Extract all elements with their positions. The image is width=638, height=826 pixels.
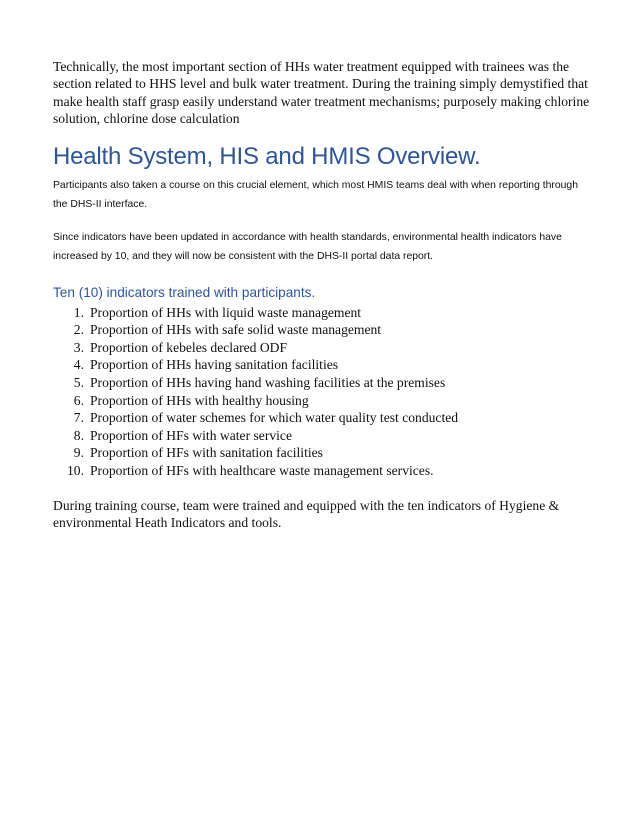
indicators-subheading: Ten (10) indicators trained with participants. <box>53 284 316 300</box>
list-item-text: Proportion of HHs with safe solid waste management <box>90 322 382 338</box>
section-heading: Health System, HIS and HMIS Overview. <box>53 142 481 170</box>
list-item-number: 9. <box>73 445 84 461</box>
list-item <box>53 427 593 445</box>
list-item-text: Proportion of HFs with sanitation facilities <box>90 445 323 461</box>
list-item-text: Proportion of kebeles declared ODF <box>90 339 288 355</box>
list-item <box>53 462 593 480</box>
document-page <box>53 58 593 531</box>
list-item <box>53 374 593 392</box>
list-item <box>53 339 593 357</box>
list-item <box>53 321 593 339</box>
list-item-number: 1. <box>73 304 84 320</box>
list-item-number: 5. <box>73 375 84 390</box>
list-item-number: 4. <box>73 357 84 373</box>
list-item-number: 10. <box>67 462 84 478</box>
list-item-text: Proportion of HFs with water service <box>90 427 292 443</box>
list-item <box>53 444 593 462</box>
closing-paragraph: During training course, team were trained and equipped with the ten indicators of Hygiene & environmental Heath Indicators and tools. <box>53 497 560 530</box>
section-paragraph-1: Participants also taken a course on this crucial element, which most HMIS teams deal with when reporting through the DHS-II interface. <box>53 179 578 210</box>
list-item <box>53 356 593 374</box>
list-item-text: Proportion of HFs with healthcare waste management services. <box>90 462 434 478</box>
list-item-text: Proportion of HHs having sanitation facilities <box>90 357 339 373</box>
list-item-text: Proportion of HHs with liquid waste management <box>90 304 362 320</box>
list-item-number: 7. <box>73 410 84 426</box>
section-paragraph-2: Since indicators have been updated in accordance with health standards, environmental health indicators have increased by 10, and they will now be consistent with the DHS-II portal data report. <box>53 231 562 262</box>
list-item <box>53 409 593 427</box>
list-item-text: Proportion of HHs having hand washing facilities at the premises <box>90 375 446 390</box>
list-item-number: 2. <box>73 322 84 338</box>
list-item <box>53 304 593 322</box>
list-item-text: Proportion of HHs with healthy housing <box>90 392 309 408</box>
list-item <box>53 392 593 410</box>
list-item-number: 3. <box>73 339 84 355</box>
list-item-number: 6. <box>73 392 84 408</box>
indicators-list <box>53 304 593 480</box>
intro-paragraph: Technically, the most important section of HHs water treatment equipped with trainees was the section related to HHS level and bulk water treatment. During the training simply demystified that make health staff grasp easily understand water treatment mechanisms; purposely making chlorine solution, chlorine dose calculation <box>53 59 590 127</box>
list-item-number: 8. <box>73 427 84 443</box>
list-item-text: Proportion of water schemes for which water quality test conducted <box>90 410 459 426</box>
